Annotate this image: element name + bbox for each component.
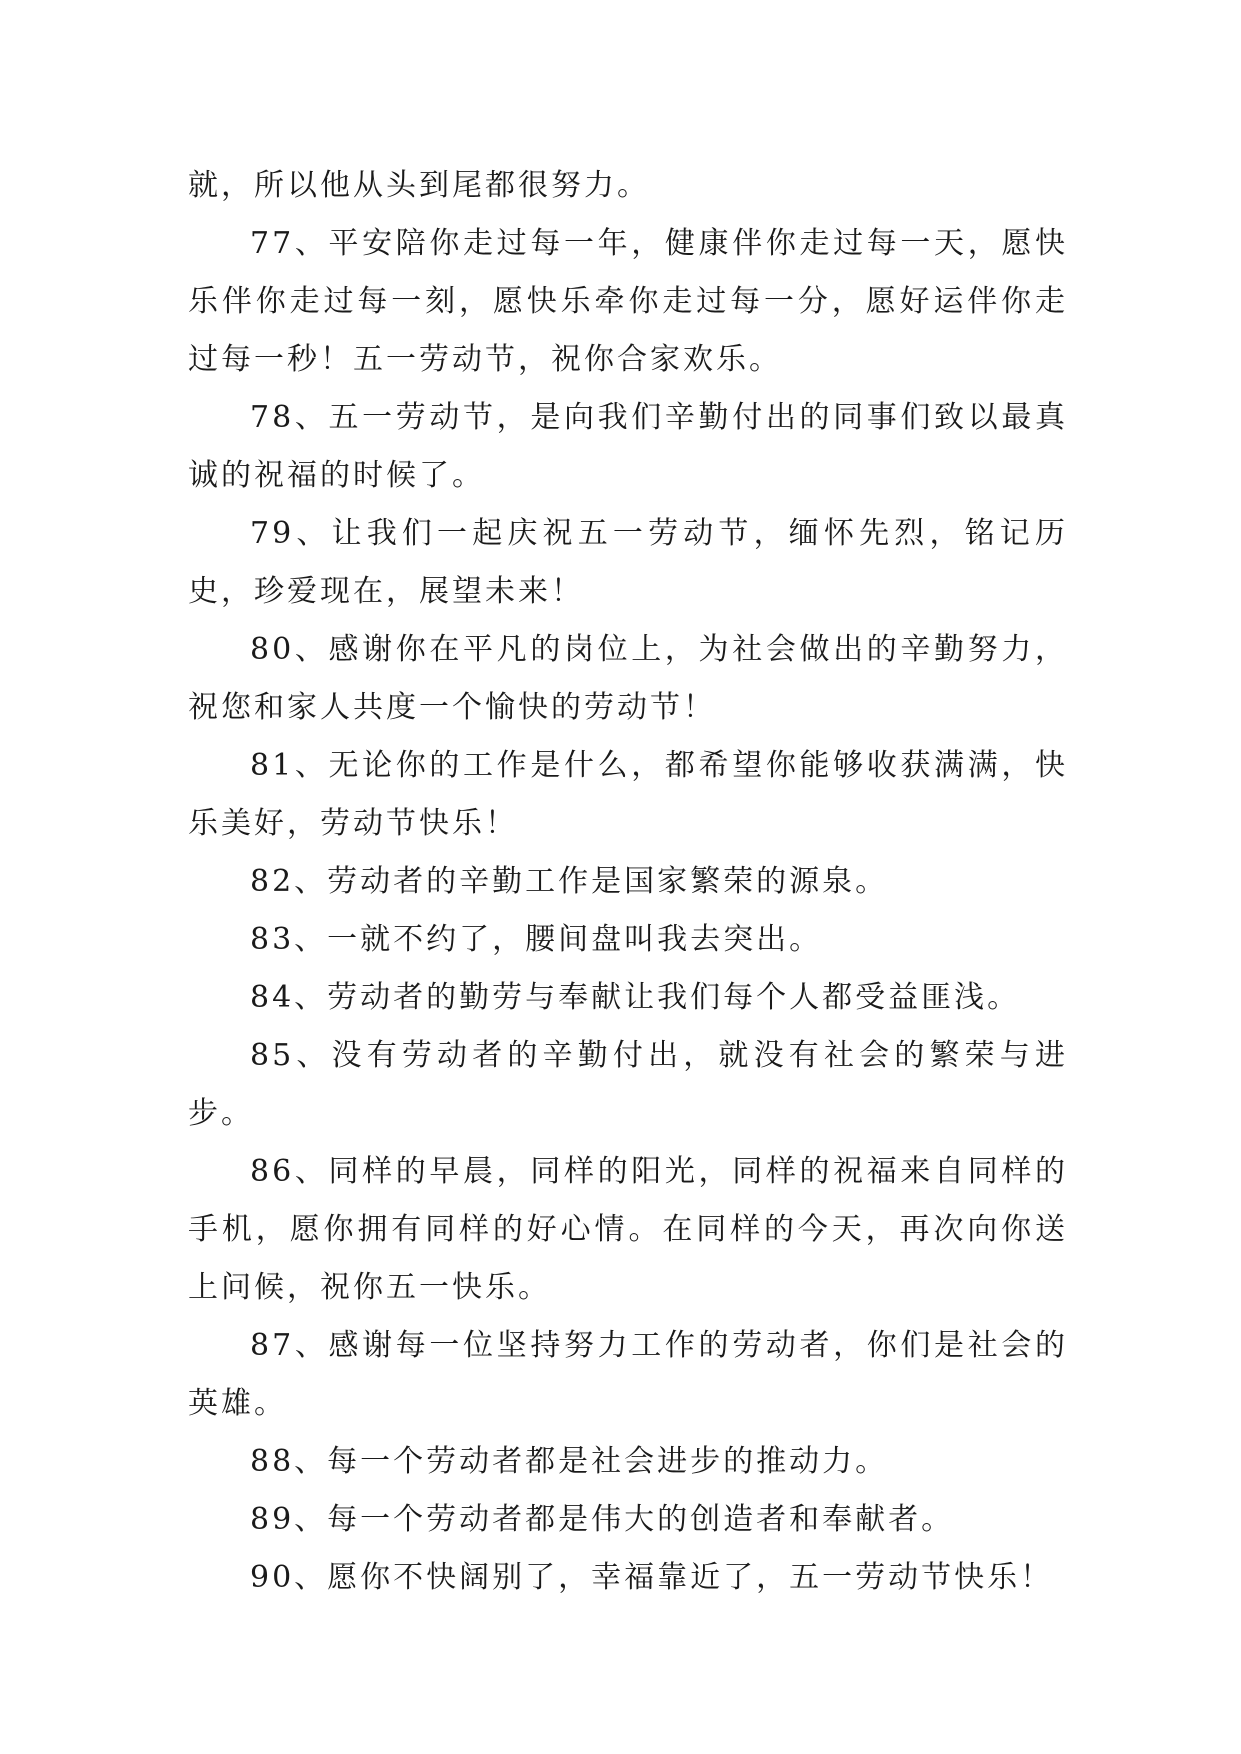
document-body bbox=[188, 157, 1068, 1607]
paragraph-90: 90、愿你不快阔别了，幸福靠近了，五一劳动节快乐！ bbox=[250, 1560, 1054, 1595]
paragraph-81: 81、无论你的工作是什么，都希望你能够收获满满，快乐美好，劳动节快乐！ bbox=[188, 748, 1068, 841]
paragraph-87: 87、感谢每一位坚持努力工作的劳动者，你们是社会的英雄。 bbox=[188, 1328, 1068, 1421]
paragraph-84: 84、劳动者的勤劳与奉献让我们每个人都受益匪浅。 bbox=[250, 980, 1021, 1015]
paragraph-88: 88、每一个劳动者都是社会进步的推动力。 bbox=[250, 1444, 889, 1479]
paragraph-continuation: 就，所以他从头到尾都很努力。 bbox=[188, 168, 650, 203]
paragraph-79: 79、让我们一起庆祝五一劳动节，缅怀先烈，铭记历史，珍爱现在，展望未来！ bbox=[188, 516, 1068, 609]
paragraph-86: 86、同样的早晨，同样的阳光，同样的祝福来自同样的手机，愿你拥有同样的好心情。在同样的今天，再次向你送上问候，祝你五一快乐。 bbox=[188, 1154, 1068, 1305]
paragraph-82: 82、劳动者的辛勤工作是国家繁荣的源泉。 bbox=[250, 864, 889, 899]
paragraph-85: 85、没有劳动者的辛勤付出，就没有社会的繁荣与进步。 bbox=[188, 1038, 1068, 1131]
paragraph-80: 80、感谢你在平凡的岗位上，为社会做出的辛勤努力，祝您和家人共度一个愉快的劳动节！ bbox=[188, 632, 1068, 725]
paragraph-83: 83、一就不约了，腰间盘叫我去突出。 bbox=[250, 922, 823, 957]
paragraph-77: 77、平安陪你走过每一年，健康伴你走过每一天，愿快乐伴你走过每一刻，愿快乐牵你走过每一分，愿好运伴你走过每一秒！五一劳动节，祝你合家欢乐。 bbox=[188, 226, 1068, 377]
paragraph-89: 89、每一个劳动者都是伟大的创造者和奉献者。 bbox=[250, 1502, 955, 1537]
paragraph-78: 78、五一劳动节，是向我们辛勤付出的同事们致以最真诚的祝福的时候了。 bbox=[188, 400, 1068, 493]
